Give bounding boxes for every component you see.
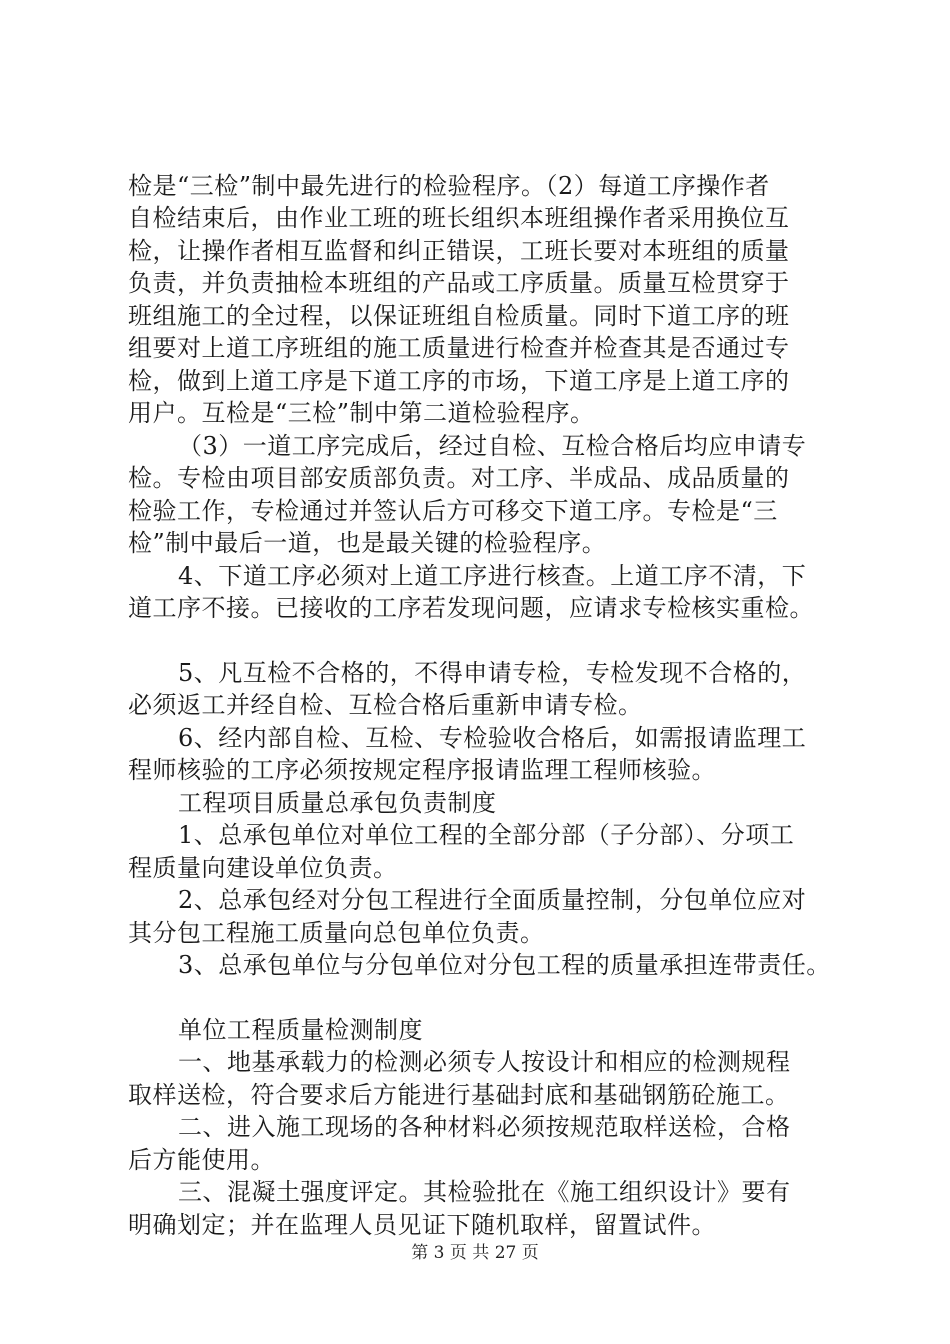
text-line: 二、进入施工现场的各种材料必须按规范取样送检，合格 [178, 1113, 791, 1141]
text-line: 负责，并负责抽检本班组的产品或工序质量。质量互检贯穿于 [128, 269, 790, 297]
text-line: 检”制中最后一道，也是最关键的检验程序。 [128, 529, 607, 557]
text-line: 明确划定；并在监理人员见证下随机取样，留置试件。 [128, 1211, 716, 1239]
text-line: 检，让操作者相互监督和纠正错误，工班长要对本班组的质量 [128, 237, 790, 265]
text-line: 检是“三检”制中最先进行的检验程序。（2）每道工序操作者 [128, 172, 770, 200]
text-line: 程师核验的工序必须按规定程序报请监理工程师核验。 [128, 756, 716, 784]
text-line: 取样送检，符合要求后方能进行基础封底和基础钢筋砼施工。 [128, 1081, 790, 1109]
text-line: 2、总承包经对分包工程进行全面质量控制，分包单位应对 [178, 886, 807, 914]
text-line: 必须返工并经自检、互检合格后重新申请专检。 [128, 691, 643, 719]
text-line: 后方能使用。 [128, 1146, 275, 1174]
text-line: 班组施工的全过程，以保证班组自检质量。同时下道工序的班 [128, 302, 790, 330]
text-line: 道工序不接。已接收的工序若发现问题，应请求专检核实重检。 [128, 594, 814, 622]
text-line: 一、地基承载力的检测必须专人按设计和相应的检测规程 [178, 1048, 791, 1076]
text-line: 6、经内部自检、互检、专检验收合格后，如需报请监理工 [178, 724, 807, 752]
text-line: 5、凡互检不合格的，不得申请专检，专检发现不合格的， [178, 659, 807, 687]
text-line: 3、总承包单位与分包单位对分包工程的质量承担连带责任。 [178, 951, 831, 979]
text-line: 检验工作，专检通过并签认后方可移交下道工序。专检是“三 [128, 497, 778, 525]
page-number-footer: 第 3 页 共 27 页 [411, 1243, 539, 1263]
text-line: （3）一道工序完成后，经过自检、互检合格后均应申请专 [178, 432, 807, 460]
text-line: 自检结束后，由作业工班的班长组织本班组操作者采用换位互 [128, 204, 790, 232]
text-line: 检，做到上道工序是下道工序的市场，下道工序是上道工序的 [128, 367, 790, 395]
section-heading: 工程项目质量总承包负责制度 [178, 789, 497, 817]
text-line: 三、混凝土强度评定。其检验批在《施工组织设计》要有 [178, 1178, 791, 1206]
text-line: 程质量向建设单位负责。 [128, 854, 398, 882]
text-line: 用户。互检是“三检”制中第二道检验程序。 [128, 399, 595, 427]
text-line: 1、总承包单位对单位工程的全部分部（子分部）、分项工 [178, 821, 795, 849]
text-line: 4、下道工序必须对上道工序进行核查。上道工序不清，下 [178, 562, 807, 590]
text-line: 检。专检由项目部安质部负责。对工序、半成品、成品质量的 [128, 464, 790, 492]
text-line: 组要对上道工序班组的施工质量进行检查并检查其是否通过专 [128, 334, 790, 362]
section-heading: 单位工程质量检测制度 [178, 1016, 423, 1044]
text-line: 其分包工程施工质量向总包单位负责。 [128, 919, 545, 947]
